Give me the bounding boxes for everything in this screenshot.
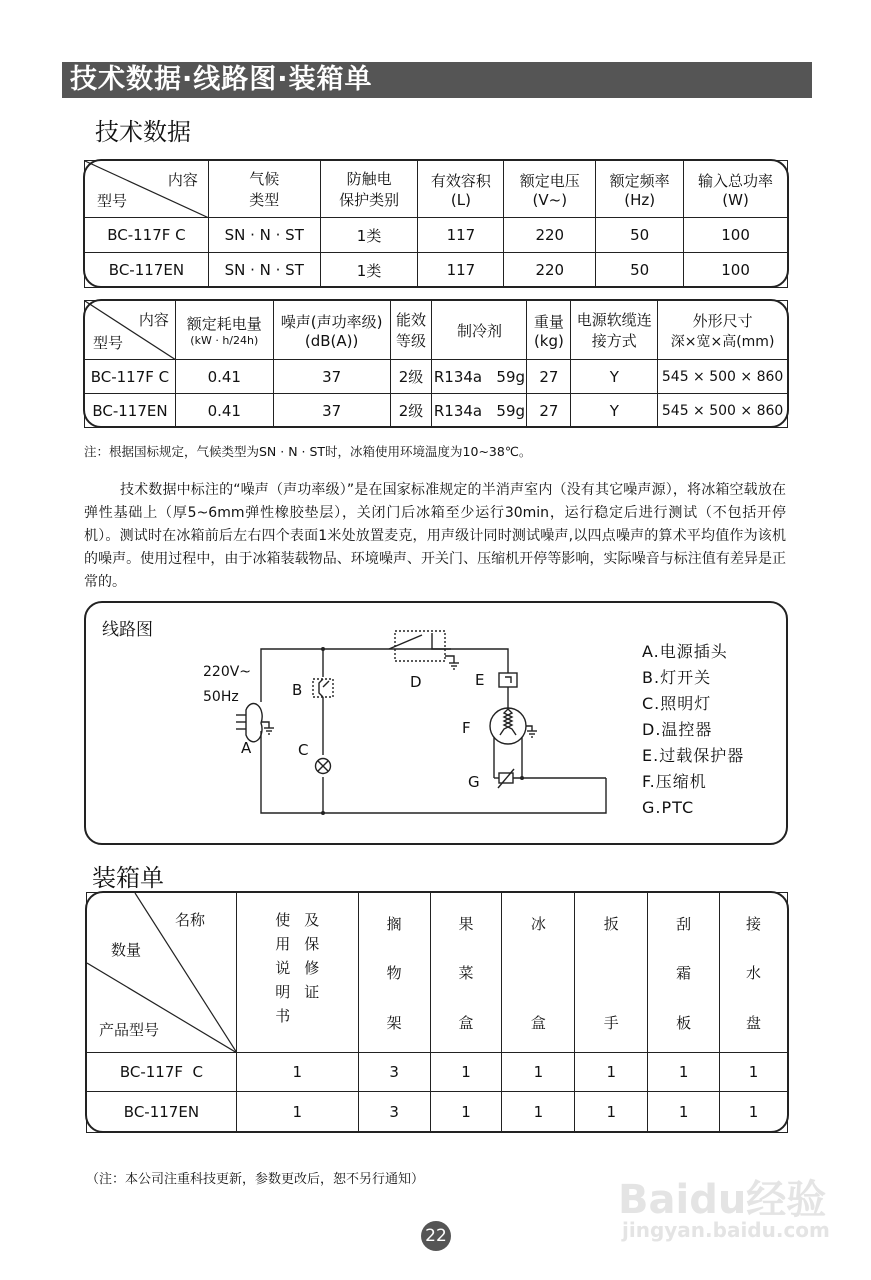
table-cell: Y [571,360,658,394]
table-cell: 37 [273,394,390,428]
page-number: 22 [421,1221,451,1251]
table-header-row [87,893,788,1053]
label-f: F [462,719,471,737]
table-cell: 1类 [320,218,418,253]
tech-table-2 [84,300,788,428]
corner-top-label: 内容 [138,311,169,329]
table-cell: 3 [358,1092,430,1133]
baidu-watermark-url: jingyan.baidu.com [622,1218,830,1242]
component-legend [642,639,744,821]
table-cell: 220 [504,253,596,288]
header-volume: 有效容积 (L) [418,161,504,218]
table-cell: 220 [504,218,596,253]
table-cell: 50 [596,253,684,288]
table-cell: 1 [720,1092,788,1133]
legend-item: B.灯开关 [642,668,712,687]
table-cell: 1 [575,1053,648,1092]
table-cell: R134a 59g [432,394,527,428]
table-cell: 3 [358,1053,430,1092]
model-cell: BC-117EN [85,253,209,288]
model-cell: BC-117EN [87,1092,237,1133]
corner-qty-label: 数量 [111,941,142,959]
table-row [85,253,788,288]
circuit-diagram-panel [84,601,788,845]
table-cell: SN · N · ST [208,253,320,288]
table-cell: 100 [684,253,788,288]
table-cell: 100 [684,218,788,253]
legend-item: C.照明灯 [642,694,712,713]
header-ice-box: 冰 盒 [502,893,575,1053]
header-noise: 噪声(声功率级) (dB(A)) [273,301,390,360]
header-energy: 额定耗电量 (kW · h/24h) [175,301,273,360]
header-frequency: 额定频率 (Hz) [596,161,684,218]
table-cell: 1 [236,1053,358,1092]
header-wrench: 扳 手 [575,893,648,1053]
header-weight: 重量 (kg) [527,301,571,360]
table-cell: 1 [430,1053,502,1092]
page-title: 技术数据·线路图·装箱单 [62,62,812,98]
table-cell: 2级 [390,394,432,428]
packing-table [86,892,788,1133]
tech-table-1 [84,160,788,288]
model-cell: BC-117F C [87,1053,237,1092]
legend-item: E.过载保护器 [642,746,745,765]
label-c: C [298,741,309,759]
label-d: D [410,673,422,691]
baidu-watermark-logo: Baidu经验 [618,1177,827,1223]
corner-cell [85,161,209,218]
corner-cell [85,301,176,360]
label-a: A [241,739,252,757]
table-row [85,218,788,253]
header-efficiency-grade: 能效 等级 [390,301,432,360]
header-crisper: 果 菜 盒 [430,893,502,1053]
table-cell: 27 [527,360,571,394]
table-cell: 50 [596,218,684,253]
table-cell: 37 [273,360,390,394]
table-cell: 1 [648,1092,720,1133]
legend-item: D.温控器 [642,720,713,739]
table-cell: R134a 59g [432,360,527,394]
tech-data-heading: 技术数据 [95,118,191,146]
corner-cell [87,893,237,1053]
corner-bottom-label: 型号 [97,192,128,210]
table-cell: 1 [430,1092,502,1133]
header-manual-warranty: 使 用 说 明 书 及 保 修 证 [236,893,358,1053]
table-cell: 1 [575,1092,648,1133]
supply-frequency: 50Hz [203,689,239,705]
table-cell: Y [571,394,658,428]
table-header-row [85,161,788,218]
table-row [87,1092,788,1133]
climate-note: 注：根据国标规定，气候类型为SN · N · ST时，冰箱使用环境温度为10~38℃。 [84,444,532,459]
corner-model-label: 产品型号 [99,1021,160,1039]
legend-item: A.电源插头 [642,642,728,661]
corner-name-label: 名称 [175,911,206,929]
table-cell: 0.41 [175,360,273,394]
model-cell: BC-117F C [85,218,209,253]
table-row [85,394,788,428]
model-cell: BC-117EN [85,394,176,428]
header-power: 输入总功率 (W) [684,161,788,218]
header-dimensions: 外形尺寸 深×宽×高(mm) [658,301,788,360]
table-cell: 1 [648,1053,720,1092]
table-cell: 0.41 [175,394,273,428]
supply-voltage: 220V~ [203,664,252,680]
header-cable: 电源软缆连 接方式 [571,301,658,360]
packing-heading: 装箱单 [92,864,164,892]
footer-note: （注：本公司注重科技更新，参数更改后，恕不另行通知） [86,1172,425,1187]
table-header-row [85,301,788,360]
noise-paragraph: 技术数据中标注的“噪声（声功率级）”是在国家标准规定的半消声室内（没有其它噪声源），将冰箱空载放在弹性基础上（厚5~6mm弹性橡胶垫层），关闭门后冰箱至少运行30min，运行稳定后进行测试（不包括开停机）。测试时在冰箱前后左右四个表面1米处放置麦克，用声级计同时测试噪声,以四点噪声的算术平均值作为该机的噪声。使用过程中，由于冰箱装载物品、环境噪声、开关门、压缩机开停等影响，实际噪音与标注值有差异是正常的。 [84,482,786,590]
header-climate: 气候 类型 [208,161,320,218]
legend-item: F.压缩机 [642,772,707,791]
table-row [87,1053,788,1092]
label-b: B [292,681,303,699]
table-row [85,360,788,394]
corner-top-label: 内容 [167,171,198,189]
header-scraper: 刮 霜 板 [648,893,720,1053]
table-cell: 27 [527,394,571,428]
table-cell: 117 [418,253,504,288]
header-protection: 防触电 保护类别 [320,161,418,218]
model-cell: BC-117F C [85,360,176,394]
table-cell: 117 [418,218,504,253]
table-cell: SN · N · ST [208,218,320,253]
legend-item: G.PTC [642,798,695,817]
table-cell: 1类 [320,253,418,288]
table-cell: 1 [236,1092,358,1133]
label-g: G [468,773,480,791]
table-cell: 1 [502,1092,575,1133]
label-e: E [475,671,485,689]
corner-bottom-label: 型号 [93,334,124,352]
circuit-heading: 线路图 [102,620,153,640]
table-cell: 545 × 500 × 860 [658,360,788,394]
header-voltage: 额定电压 (V~) [504,161,596,218]
table-cell: 2级 [390,360,432,394]
table-cell: 545 × 500 × 860 [658,394,788,428]
table-cell: 1 [502,1053,575,1092]
header-shelf: 搁 物 架 [358,893,430,1053]
table-cell: 1 [720,1053,788,1092]
header-refrigerant: 制冷剂 [432,301,527,360]
header-drip-tray: 接 水 盘 [720,893,788,1053]
